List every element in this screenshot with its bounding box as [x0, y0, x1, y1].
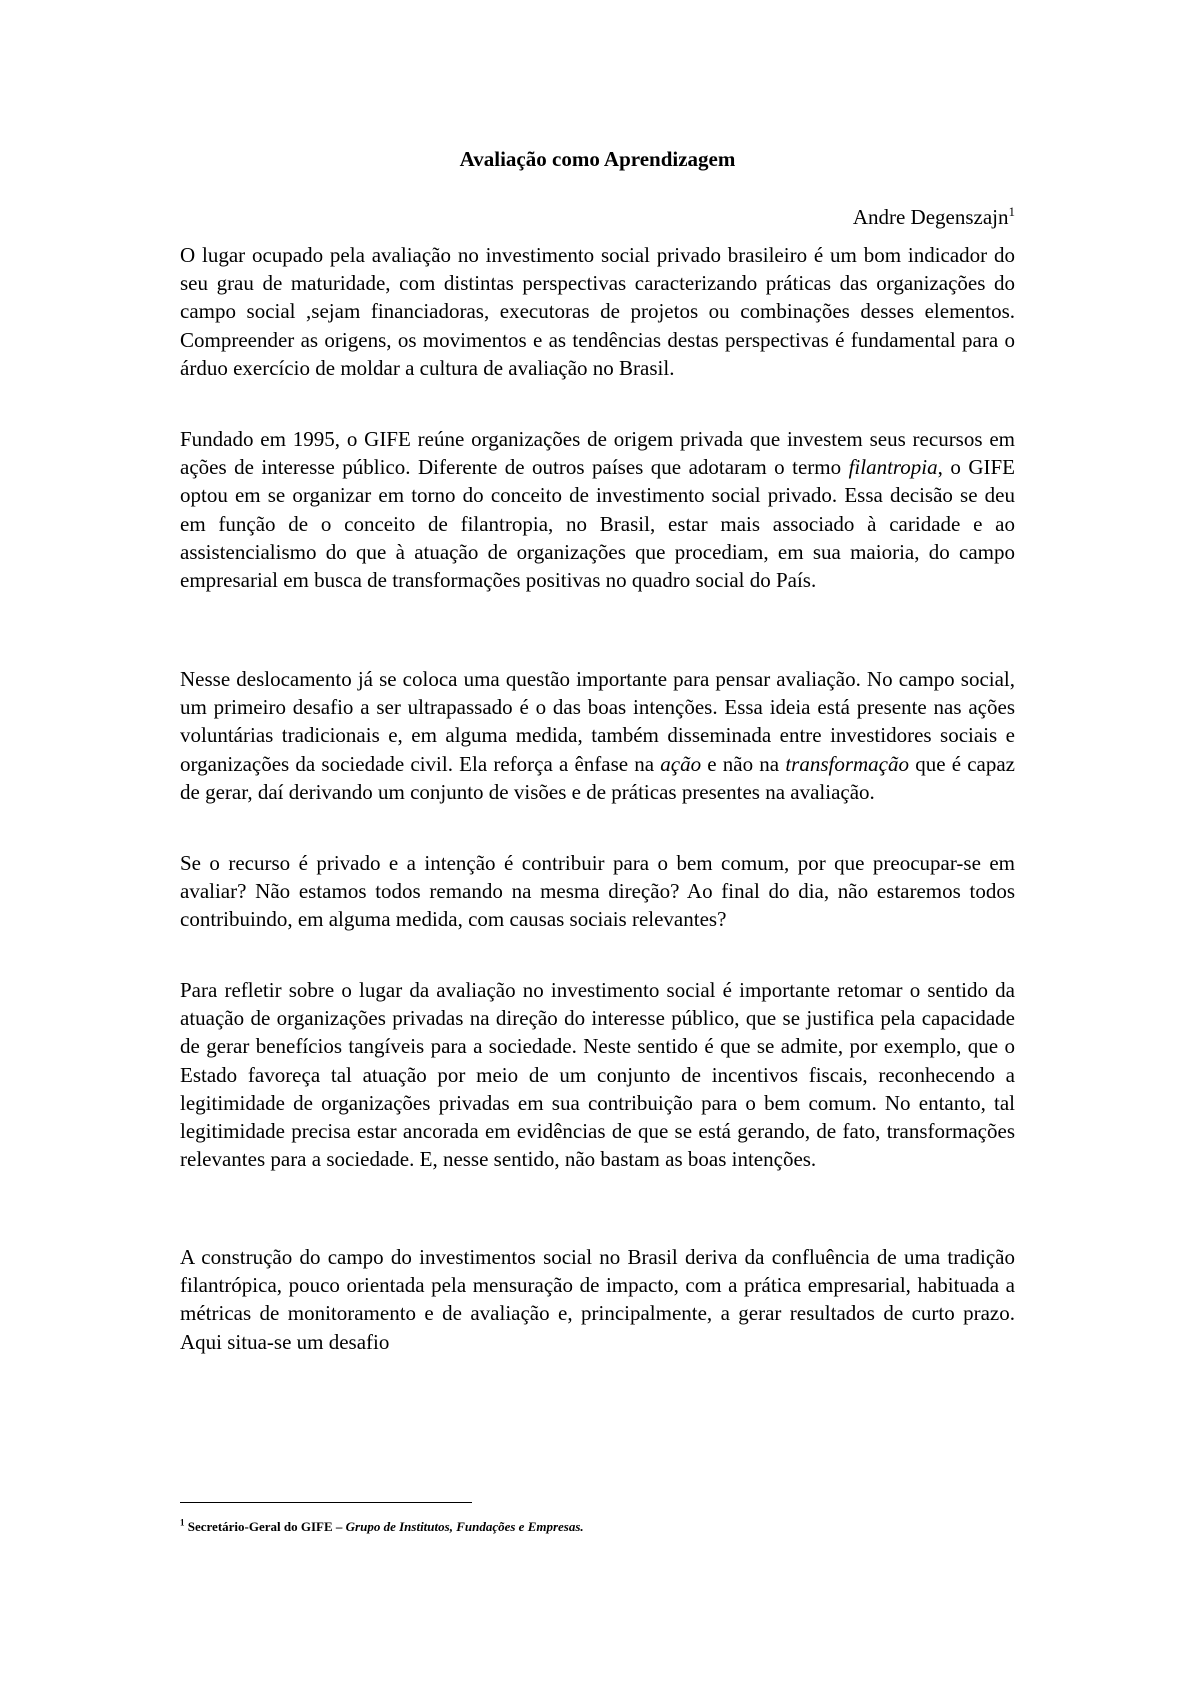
paragraph-5: Para refletir sobre o lugar da avaliação no investimento social é importante retomar o sentido da atuação de organizações privadas na direção do interesse público, que se justifica pela capacidade de gerar benefícios tangíveis para a sociedade. Neste sentido é que se admite, por exemplo, que o Estado favoreça tal atuação por meio de um conjunto de incentivos fiscais, reconhecendo a legitimidade de organizações privadas em sua contribuição para o bem comum. No entanto, tal legitimidade precisa estar ancorada em evidências de que se está gerando, de fato, transformações relevantes para a sociedade. E, nesse sentido, não bastam as boas intenções.	[180, 978, 1015, 1172]
paragraph-2-text-a: Fundado em 1995, o GIFE reúne organizações de origem privada que investem seus recursos em ações de interesse público. Diferente de outros países que adotaram o termo	[180, 427, 1015, 480]
author-line	[180, 203, 1015, 231]
paragraph-4: Se o recurso é privado e a intenção é contribuir para o bem comum, por que preocupar-se em avaliar? Não estamos todos remando na mesma direção? Ao final do dia, não estaremos todos contribuindo, em alguma medida, com causas sociais relevantes?	[180, 851, 1015, 932]
paragraph-3-italic-transformacao: transformação	[785, 751, 910, 776]
paragraph-3-text-c: que é capaz de gerar, daí derivando um conjunto de visões e de práticas presentes na avaliação.	[180, 751, 1015, 804]
footnote-text: Secretário-Geral do GIFE –	[184, 1519, 346, 1534]
footnote-separator	[180, 1502, 472, 1503]
paragraph-3-italic-acao: ação	[660, 751, 702, 776]
footnote-mark: 1	[180, 1517, 185, 1528]
footnote-text-italic: Grupo de Institutos, Fundações e Empresas.	[345, 1519, 584, 1534]
paragraph-2	[180, 425, 1015, 594]
paragraph-2-italic: filantropia	[848, 455, 938, 480]
paragraph-3-text-a: Nesse deslocamento já se coloca uma questão importante para pensar avaliação. No campo social, um primeiro desafio a ser ultrapassado é o das boas intenções. Essa ideia está presente nas ações voluntárias tradicionais e, em alguma medida, também disseminada entre investidores sociais e organizações da sociedade civil. Ela reforça a ênfase na	[180, 667, 1015, 776]
paragraph-3	[180, 665, 1015, 806]
paragraph-3-text-b: e não na	[701, 751, 786, 776]
paragraph-2-text-b: , o GIFE optou em se organizar em torno do conceito de investimento social privado. Essa decisão se deu em função de o conceito de filantropia, no Brasil, estar mais associado à caridade e ao assistencialismo do que à atuação de organizações que procediam, em sua maioria, do campo empresarial em busca de transformações positivas no quadro social do País.	[180, 455, 1015, 593]
footnote	[180, 1518, 1015, 1536]
document-title: Avaliação como Aprendizagem	[459, 147, 736, 171]
author-name: Andre Degenszajn	[852, 205, 1009, 229]
paragraph-6: A construção do campo do investimentos social no Brasil deriva da confluência de uma tradição filantrópica, pouco orientada pela mensuração de impacto, com a prática empresarial, habituada a métricas de monitoramento e de avaliação e, principalmente, a gerar resultados de curto prazo. Aqui situa-se um desafio	[180, 1245, 1015, 1354]
paragraph-1: O lugar ocupado pela avaliação no investimento social privado brasileiro é um bom indicador do seu grau de maturidade, com distintas perspectivas caracterizando práticas das organizações do campo social ,sejam financiadoras, executoras de projetos ou combinações desses elementos. Compreender as origens, os movimentos e as tendências destas perspectivas é fundamental para o árduo exercício de moldar a cultura de avaliação no Brasil.	[180, 243, 1015, 380]
author-footnote-mark[interactable]: 1	[1008, 204, 1015, 219]
